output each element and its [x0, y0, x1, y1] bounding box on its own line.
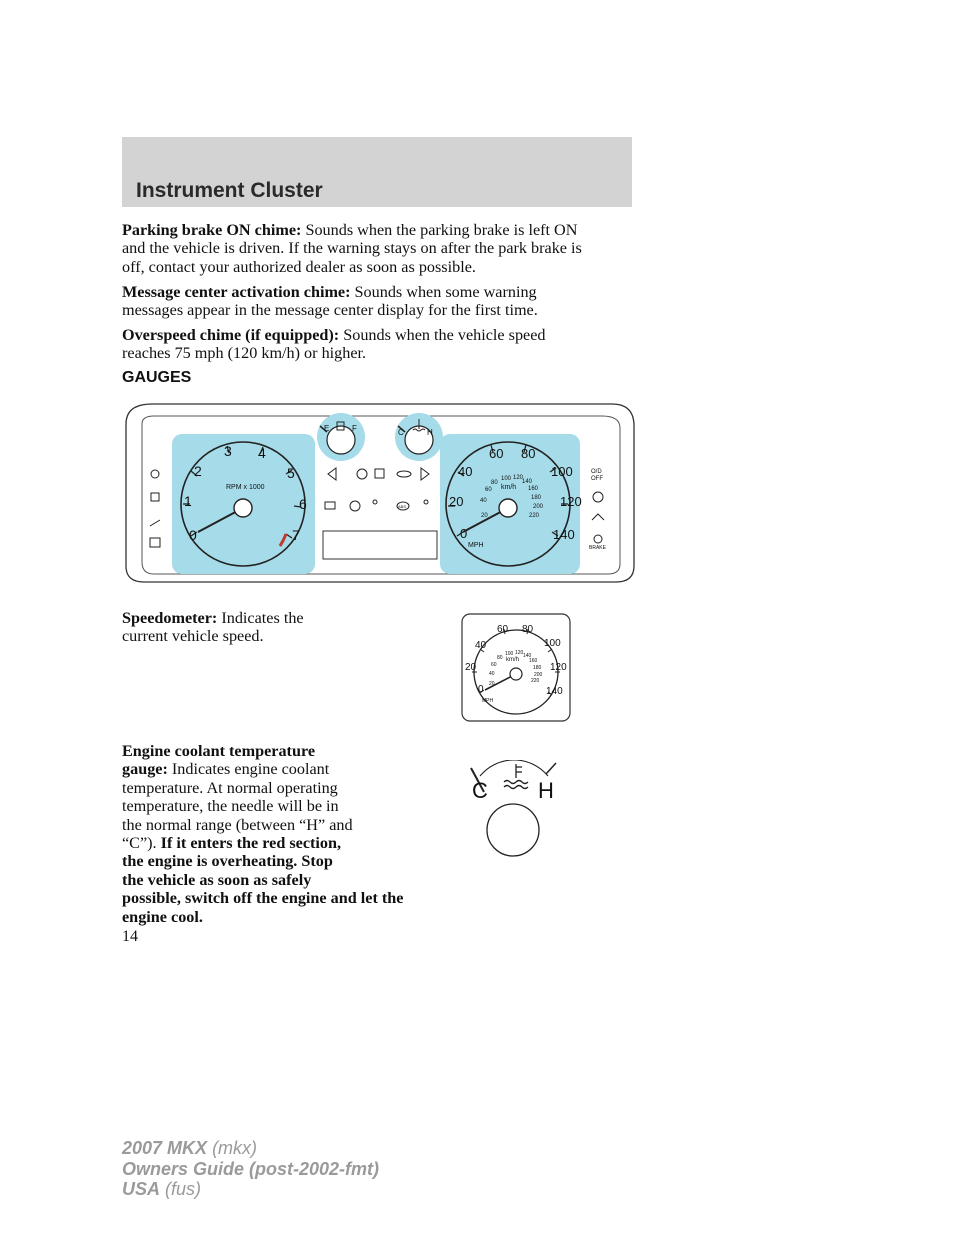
fig-mph-0: 0 [478, 684, 484, 695]
seatbelt-icon [424, 500, 428, 504]
fig-mph-60: 60 [497, 624, 509, 635]
fuel-e-label: E [324, 424, 330, 433]
tach-6: 6 [299, 496, 307, 512]
fig-speedo-hub [510, 668, 522, 680]
right-indicator-icons [592, 492, 604, 543]
footer-model: 2007 MKX [122, 1138, 208, 1158]
coolant-text-4: the normal range (between “H” and [122, 815, 353, 834]
coolant-hot-marker [546, 763, 556, 774]
coolant-text-8: possible, switch off the engine and let the engine cool. [122, 889, 404, 926]
fig-kmh-140: 140 [523, 653, 532, 659]
fig-mph-20: 20 [465, 662, 477, 673]
footer-guide: Owners Guide (post-2002-fmt) [122, 1158, 380, 1179]
oil-icon [397, 471, 411, 477]
mph-120: 120 [560, 494, 582, 509]
mph-0: 0 [460, 526, 468, 541]
tach-4: 4 [258, 445, 266, 461]
footer-market-code: (fus) [165, 1179, 202, 1199]
kmh-160: 160 [528, 486, 539, 492]
coolant-text-7: the vehicle as soon as safely [122, 870, 312, 889]
mph-140: 140 [553, 527, 575, 542]
coolant-text-6: the engine is overheating. Stop [122, 852, 333, 871]
right-turn-icon [421, 468, 429, 480]
gauges-heading: GAUGES [122, 369, 192, 386]
check-engine-icon [357, 469, 367, 479]
tach-7: 7 [292, 527, 300, 543]
coolant-label-1: Engine coolant temperature [122, 742, 316, 760]
left-indicator-icons [150, 470, 160, 547]
tach-3: 3 [224, 443, 232, 459]
traction-control-icon [593, 492, 603, 502]
parking-brake-paragraph [122, 221, 642, 276]
kmh-20: 20 [481, 513, 488, 519]
kmh-220: 220 [529, 513, 540, 519]
coolant-gauge-figure [466, 760, 562, 860]
kmh-60: 60 [485, 487, 492, 493]
coolant-gauge-dial [487, 804, 539, 856]
tach-2: 2 [194, 463, 202, 479]
wrench-icon [150, 520, 160, 526]
fig-mph-unit: MPH [482, 698, 494, 704]
security-icon [151, 493, 159, 501]
brake-system-icon [350, 501, 360, 511]
kmh-80: 80 [491, 480, 498, 486]
coolant-text-5a: “C”). [122, 834, 157, 853]
parking-brake-label: Parking brake ON chime: [122, 221, 302, 239]
coolant-text-3: temperature, the needle will be in [122, 797, 339, 816]
speedometer-paragraph [122, 609, 422, 646]
speedometer-label: Speedometer: [122, 609, 218, 627]
message-center-label: Message center activation chime: [122, 283, 351, 301]
overspeed-paragraph [122, 326, 642, 363]
footer-market: USA [122, 1179, 161, 1199]
speedo-hub [499, 499, 517, 517]
fig-kmh-120: 120 [515, 650, 524, 656]
abs-lamp-label: ABS [398, 504, 407, 509]
fig-kmh-220: 220 [531, 678, 540, 684]
tach-hub [234, 499, 252, 517]
coolant-label-2: gauge: [122, 760, 168, 779]
document-footer [122, 1138, 379, 1200]
mph-60: 60 [489, 446, 504, 461]
brake-label: BRAKE [589, 545, 606, 551]
fig-kmh-200: 200 [534, 672, 543, 678]
overspeed-text-2: reaches 75 mph (120 km/h) or higher. [122, 344, 367, 363]
footer-model-code: (mkx) [212, 1138, 258, 1158]
fig-mph-120: 120 [550, 662, 567, 673]
temp-h-label: H [427, 428, 433, 437]
door-ajar-icon [151, 470, 159, 478]
battery-icon [325, 502, 335, 509]
kmh-200: 200 [533, 504, 544, 510]
instrument-cluster-illustration [122, 396, 642, 588]
chapter-header [122, 137, 632, 207]
brake-warning-icon [594, 535, 602, 543]
tach-0: 0 [189, 527, 197, 543]
od-off-line2: OFF [591, 476, 603, 482]
message-center-display [323, 531, 437, 559]
speedometer-text-2: current vehicle speed. [122, 627, 264, 646]
coolant-c-label: C [472, 778, 488, 803]
mph-100: 100 [551, 464, 573, 479]
fig-kmh-unit: km/h [506, 657, 520, 663]
fig-kmh-40: 40 [489, 671, 495, 677]
headlamp-icon [375, 469, 384, 478]
speedometer-text-1: Indicates the [221, 609, 304, 627]
fig-kmh-100: 100 [505, 651, 514, 657]
kmh-40: 40 [480, 498, 487, 504]
tach-1: 1 [184, 493, 192, 509]
fig-kmh-180: 180 [533, 665, 542, 671]
coolant-h-label: H [538, 778, 554, 803]
kmh-120: 120 [513, 475, 524, 481]
tach-rpm-label: RPM x 1000 [226, 484, 265, 491]
kmh-unit-label: km/h [501, 484, 517, 491]
parking-brake-text-3: off, contact your authorized dealer as soon as possible. [122, 257, 476, 276]
parking-brake-text-1: Sounds when the parking brake is left ON [305, 221, 578, 239]
overspeed-label: Overspeed chime (if equipped): [122, 326, 340, 344]
fig-mph-100: 100 [544, 638, 561, 649]
kmh-180: 180 [531, 495, 542, 501]
tach-5: 5 [287, 465, 295, 481]
fuel-f-label: F [352, 424, 357, 433]
message-center-text-1: Sounds when some warning [354, 283, 537, 301]
coolant-text-5b: If it enters the red section, [160, 834, 342, 853]
page-number: 14 [122, 928, 138, 945]
mph-80: 80 [521, 446, 536, 461]
fig-kmh-20: 20 [489, 681, 495, 687]
kmh-140: 140 [522, 479, 533, 485]
airbag-icon [373, 500, 377, 504]
coolant-paragraph [122, 742, 422, 926]
fig-mph-40: 40 [475, 640, 487, 651]
fig-mph-140: 140 [546, 686, 563, 697]
fig-kmh-60: 60 [491, 662, 497, 668]
fuel-cap-icon [150, 538, 160, 547]
stability-icon [592, 514, 604, 520]
message-center-paragraph [122, 283, 642, 320]
coolant-text-1: Indicates engine coolant [171, 760, 330, 779]
warning-lamps [325, 468, 429, 511]
parking-brake-text-2: and the vehicle is driven. If the warning stays on after the park brake is [122, 239, 582, 258]
kmh-100: 100 [501, 476, 512, 482]
fig-mph-80: 80 [522, 624, 534, 635]
coolant-thermometer-icon [504, 764, 528, 789]
od-off-line1: O/D [591, 469, 602, 475]
mph-unit-label: MPH [468, 542, 484, 549]
mph-40: 40 [458, 464, 473, 479]
overspeed-text-1: Sounds when the vehicle speed [343, 326, 546, 344]
fig-kmh-160: 160 [529, 658, 538, 664]
fig-kmh-80: 80 [497, 655, 503, 661]
speedometer-figure [460, 612, 572, 724]
chapter-title: Instrument Cluster [136, 179, 323, 202]
temp-c-label: C [398, 428, 404, 437]
coolant-text-2: temperature. At normal operating [122, 778, 338, 797]
message-center-text-2: messages appear in the message center display for the first time. [122, 301, 538, 320]
left-turn-icon [328, 468, 336, 480]
mph-20: 20 [449, 494, 464, 509]
